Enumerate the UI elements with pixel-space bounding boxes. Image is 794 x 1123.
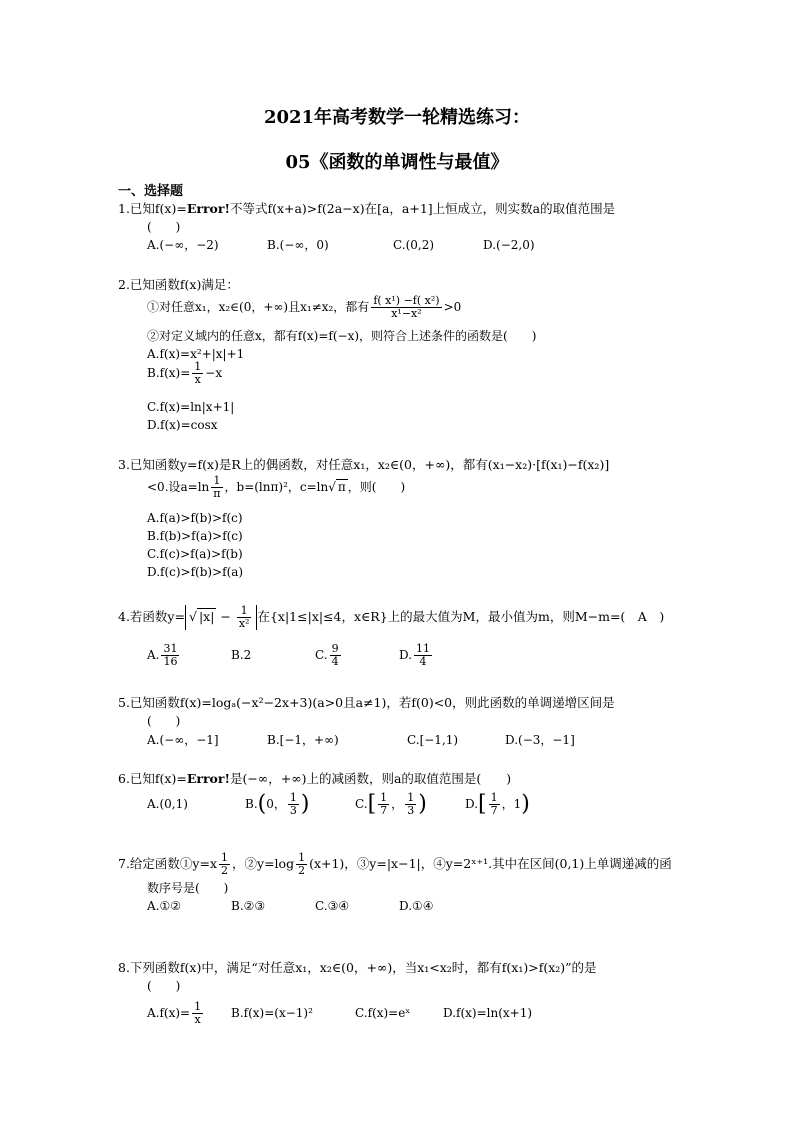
- option-c: C.③④: [315, 899, 350, 913]
- option-c: C.[−1,1): [407, 733, 459, 747]
- absolute-value: √ |x| − $\frac{1}{\text{x²}}$: [185, 605, 258, 630]
- option-d: D.[ $\frac{1}{7}$ ，1): [465, 791, 530, 817]
- question-2-condition-1: ①对任意x₁，x₂∈(0，+∞)且x₁≠x₂，都有 $\frac{\text{f( x¹) −f( x²)}}{\text{x¹−x²}}$ >0: [147, 294, 462, 320]
- question-3: 3.已知函数y=f(x)是R上的偶函数，对任意x₁，x₂∈(0，+∞)，都有(x₁−x₂)·[f(x₁)−f(x₂)]: [118, 457, 610, 472]
- question-6-options: [147, 792, 530, 817]
- question-2-condition-2: ②对定义域内的任意x，都有f(x)=f(−x)，则符合上述条件的函数是( ): [147, 329, 537, 343]
- option-a: A.f(a)>f(b)>f(c): [147, 511, 243, 525]
- option-a: A.f(x)=x²+|x|+1: [147, 347, 245, 361]
- option-d: D.(−2,0): [483, 238, 535, 252]
- question-1-options: [147, 236, 535, 254]
- option-c: C. $\frac{9}{4}$: [315, 642, 339, 668]
- question-4: 4.若函数y= √ |x| − $\frac{1}{\text{x²}}$ 在{x|1≤|x|≤4，x∈R}上的最大值为M，最小值为m，则M−m=( A ): [118, 604, 665, 630]
- question-7-line-2: 数序号是( ): [147, 881, 229, 895]
- option-d: D.(−3，−1]: [505, 733, 575, 747]
- option-b: B.(0， $\frac{1}{3}$ ): [245, 791, 310, 817]
- question-7: 7.给定函数①y=x $\frac{1}{2}$ ，②y=log $\frac{1}{2}$ (x+1)，③y=|x−1|，④y=2ˣ⁺¹.其中在区间(0,1)上单调递减的函: [118, 851, 672, 877]
- question-8-paren: ( ): [147, 979, 181, 993]
- option-b: B.②③: [231, 899, 266, 913]
- question-1-paren: ( ): [147, 220, 181, 234]
- page-title: 2021年高考数学一轮精选练习：: [263, 107, 531, 128]
- fraction: $\frac{1}{\text{x²}}$: [238, 604, 250, 630]
- question-6: 6.已知f(x)=Error!是(−∞，+∞)上的减函数，则a的取值范围是( ): [118, 771, 512, 786]
- sqrt-sign: √: [328, 480, 336, 494]
- page-subtitle: 05《函数的单调性与最值》: [285, 152, 509, 173]
- option-c: C.f(c)>f(a)>f(b): [147, 547, 243, 561]
- option-b: B.f(x)=(x−1)²: [231, 1006, 313, 1020]
- option-a: A.(−∞，−2): [147, 238, 219, 252]
- option-c: C.[ $\frac{1}{7}$ ， $\frac{1}{3}$ ): [355, 791, 427, 817]
- option-a: A.①②: [147, 899, 181, 913]
- error-text: Error!: [186, 771, 230, 786]
- option-d: D.①④: [399, 899, 434, 913]
- question-2: 2.已知函数f(x)满足：: [118, 277, 239, 292]
- question-5-options: [147, 731, 575, 749]
- option-d: D.f(x)=ln(x+1): [443, 1006, 533, 1020]
- option-b: B.[−1，+∞): [267, 733, 339, 747]
- sqrt-sign: √: [188, 609, 197, 624]
- option-b: B.2: [231, 648, 252, 662]
- option-c: C.f(x)=eˣ: [355, 1006, 411, 1020]
- error-text: Error!: [186, 201, 230, 216]
- option-d: D. $\frac{11}{4}$: [399, 642, 431, 668]
- option-b: B.(−∞，0): [267, 238, 329, 252]
- fraction: $\frac{1}{x}$: [194, 360, 202, 386]
- option-a: A. $\frac{31}{16}$: [147, 642, 178, 668]
- question-4-options: [147, 643, 434, 668]
- option-a: A.(−∞，−1]: [147, 733, 219, 747]
- option-b: B.f(b)>f(a)>f(c): [147, 529, 243, 543]
- question-7-options: [147, 897, 434, 915]
- option-c: C.(0,2): [393, 238, 435, 252]
- section-heading: 一、选择题: [118, 184, 184, 199]
- fraction: $\frac{\text{f( x¹) −f( x²)}}{\text{x¹−x²}}$: [373, 294, 440, 320]
- question-5: 5.已知函数f(x)=logₐ(−x²−2x+3)(a>0且a≠1)，若f(0)<0，则此函数的单调递增区间是: [118, 695, 615, 710]
- question-8: 8.下列函数f(x)中，满足“对任意x₁，x₂∈(0，+∞)，当x₁<x₂时，都有f(x₁)>f(x₂)”的是: [118, 960, 597, 975]
- question-1: 1.已知f(x)=Error!不等式f(x+a)>f(2a−x)在[a，a+1]上恒成立，则实数a的取值范围是: [118, 201, 616, 216]
- option-b: B.f(x)= $\frac{1}{x}$ −x: [147, 360, 223, 386]
- question-5-paren: ( ): [147, 714, 181, 728]
- question-3-line-2: <0.设a=ln $\frac{1}{\pi}$ ，b=(lnπ)²，c=ln√ π ，则( ): [147, 474, 406, 500]
- option-d: D.f(x)=cosx: [147, 418, 218, 432]
- option-a: A.(0,1): [147, 797, 188, 811]
- option-c: C.f(x)=ln|x+1|: [147, 400, 235, 414]
- question-8-options: [147, 1001, 532, 1026]
- option-d: D.f(c)>f(b)>f(a): [147, 565, 244, 579]
- fraction: $\frac{1}{\pi}$: [213, 474, 221, 500]
- option-a: A.f(x)= $\frac{1}{x}$: [147, 1000, 202, 1026]
